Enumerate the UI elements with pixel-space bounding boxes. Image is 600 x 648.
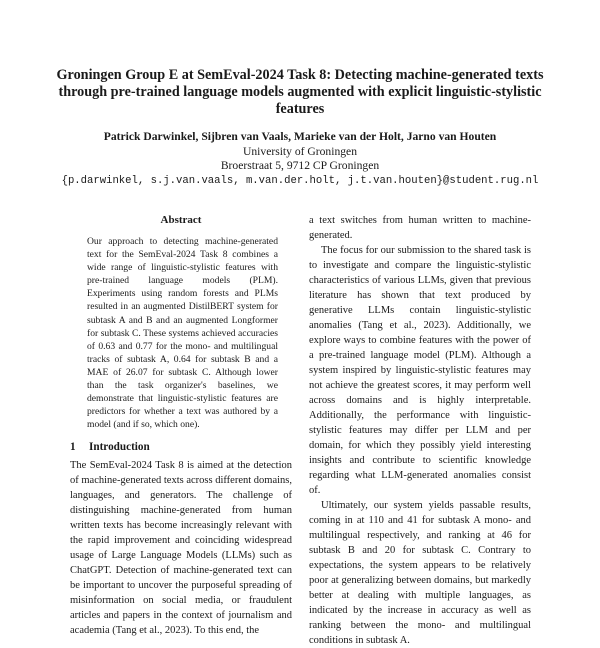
affiliation: University of Groningen: [243, 144, 357, 158]
intro-paragraph-continued: a text switches from human written to machine-generated.: [309, 215, 531, 241]
address: Broerstraat 5, 9712 CP Groningen: [220, 159, 380, 172]
section-heading-introduction: [70, 440, 292, 454]
section-number: 1: [70, 441, 76, 454]
abstract-text: Our approach to detecting machine-generated text for the SemEval-2024 Task 8 combines a wide range of linguistic-stylistic features with pre-trained language models (PLM). Experiments using random forests and PLMs resulted in an augmented DistilBERT system for subtask A and B and an augmented Longformer for subtask C. These systems achieved accuracies of 0.63 and 0.77 for the mono- and multilingual tracks of subtask A, 0.64 for subtask B and a MAE of 26.07 for subtask C. Although lower than the task organizer's baselines, we demonstrate that linguistic-stylistic features are predictors for whether a text was authored by a model (and if so, which one).: [87, 236, 278, 431]
abstract-heading: Abstract: [160, 214, 202, 226]
intro-paragraph-2: The focus for our submission to the shared task is to investigate and compare the linguistic-stylistic characteristics of various LLMs, given that previous literature has shown that text produced by generative LLMs contain linguistic-stylistic anomalies (Tang et al., 2023). Additionally, we explore ways to combine features with the power of a pre-trained language model (PLM). Although a system inspired by linguistic-stylistic features may not achieve the greatest scores, it may perform well across domains and is highly interpretable. Additionally, the performance with linguistic-stylistic features may differ per LLM and per domain, for which they possibly yield interesting insights and contribute to scientific knowledge regarding what LLM-generated anomalies consist of.: [309, 245, 531, 496]
paper-title: Groningen Group E at SemEval-2024 Task 8: Detecting machine-generated texts through pre-trained language models augmented with explicit linguistic-stylistic features: [56, 67, 544, 117]
intro-paragraph-3: Ultimately, our system yields passable results, coming in at 110 and 41 for subtask A mono- and multilingual respectively, and ranking at 46 for subtask B and 20 for subtask C. Contrary to expectations, the system appears to be relatively poor at generalizing between domains, but markedly better at dealing with multiple languages, as indicated by the increase in accuracy as well as ranking between the mono- and multilingual conditions in subtask A.: [309, 500, 531, 646]
left-column: [70, 213, 292, 638]
author-block: [40, 130, 560, 188]
intro-paragraph-1: The SemEval-2024 Task 8 is aimed at the detection of machine-generated texts across different domains, languages, and generators. The challenge of distinguishing machine-generated from human written texts has become increasingly relevant with the rapid improvement and coinciding widespread usage of Large Language Models (LLMs) such as ChatGPT. Detection of machine-generated text can be important to uncover the purposeful spreading of misinformation on social media, or fraudulent articles and papers in the context of journalism and academia (Tang et al., 2023). To this end, the: [70, 460, 292, 637]
right-column: [309, 213, 531, 648]
author-names: Patrick Darwinkel, Sijbren van Vaals, Marieke van der Holt, Jarno van Houten: [103, 130, 497, 143]
author-emails: {p.darwinkel, s.j.van.vaals, m.van.der.holt, j.t.van.houten}@student.rug.nl: [61, 174, 539, 187]
section-title: Introduction: [89, 441, 150, 454]
